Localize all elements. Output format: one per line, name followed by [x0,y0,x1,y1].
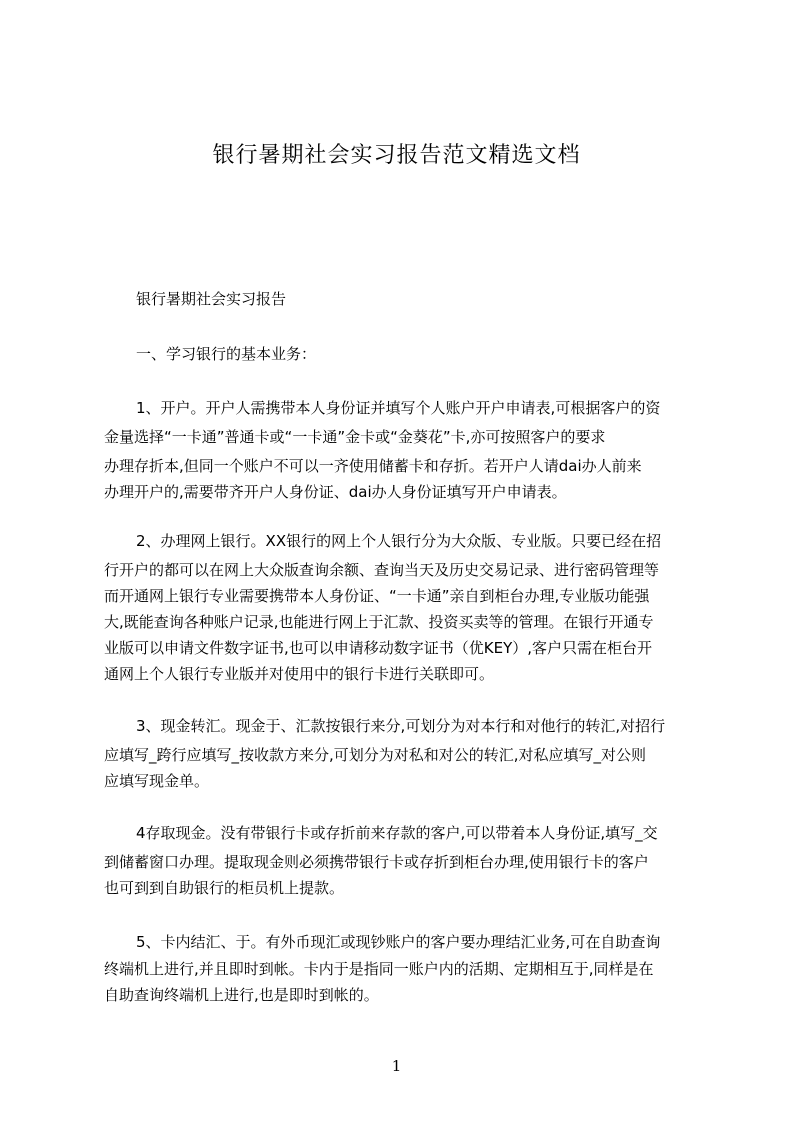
paragraph-line: 业版可以申请文件数字证书,也可以申请移动数字证书（优KEY）,客户只需在柜台开 [104,639,653,657]
document-title: 银行暑期社会实习报告范文精选文档 [212,143,581,168]
paragraph-line: 5、卡内结汇、于。有外币现汇或现钞账户的客户要办理结汇业务,可在自助查询 [136,933,661,951]
paragraph-line: 到储蓄窗口办理。提取现金则必须携带银行卡或存折到柜台办理,使用银行卡的客户 [104,853,649,871]
paragraph-line: 2、办理网上银行。XX银行的网上个人银行分为大众版、专业版。只要已经在招 [136,532,662,550]
page-number: 1 [391,1057,402,1075]
paragraph-line: 终端机上进行,并且即时到帐。卡内于是指同一账户内的活期、定期相互于,同样是在 [104,960,654,978]
section-heading: 一、学习银行的基本业务： [136,345,317,363]
report-subtitle: 银行暑期社会实习报告 [136,290,287,308]
paragraph-line: 而开通网上银行专业需要携带本人身份证、“一卡通”亲自到柜台办理,专业版功能强 [104,587,650,605]
paragraph-line: 1、开户。开户人需携带本人身份证并填写个人账户开户申请表,可根据客户的资 [136,399,661,417]
paragraph-line: 3、现金转汇。现金于、汇款按银行来分,可划分为对本行和对他行的转汇,对招行 [136,717,666,735]
paragraph-line: 通网上个人银行专业版并对使用中的银行卡进行关联即可。 [104,665,495,683]
paragraph-line: 应填写现金单。 [104,772,210,790]
paragraph-line: 行开户的都可以在网上大众版查询余额、查询当天及历史交易记录、进行密码管理等 [104,561,660,579]
paragraph-line: 大,既能查询各种账户记录,也能进行网上于汇款、投资买卖等的管理。在银行开通专 [104,613,654,631]
paragraph-line: 办理开户的,需要带齐开户人身份证、dai办人身份证填写开户申请表。 [104,483,567,501]
paragraph-line: 金量选择“一卡通”普通卡或“一卡通”金卡或“金葵花”卡,亦可按照客户的要求 [104,428,606,446]
paragraph-line: 自助查询终端机上进行,也是即时到帐的。 [104,986,379,1004]
paragraph-line: 4存取现金。没有带银行卡或存折前来存款的客户,可以带着本人身份证,填写_交 [136,824,658,842]
paragraph-line: 也可到到自助银行的柜员机上提款。 [104,879,345,897]
paragraph-line: 应填写_跨行应填写_按收款方来分,可划分为对私和对公的转汇,对私应填写_对公则 [104,746,647,764]
paragraph-line: 办理存折本,但同一个账户不可以一齐使用储蓄卡和存折。若开户人请dai办人前来 [104,457,642,475]
